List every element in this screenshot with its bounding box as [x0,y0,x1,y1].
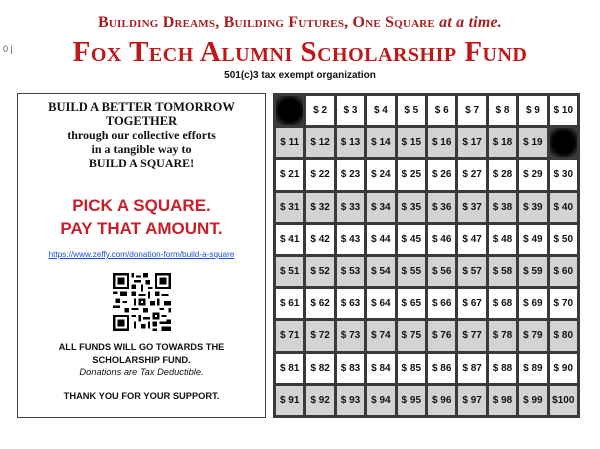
square-60[interactable]: $ 60 [550,257,577,286]
info-panel [17,93,266,418]
square-19[interactable]: $ 19 [519,128,546,157]
square-8[interactable]: $ 8 [489,96,516,125]
square-67[interactable]: $ 67 [458,289,485,318]
square-46[interactable]: $ 46 [428,225,455,254]
square-11[interactable]: $ 11 [276,128,303,157]
square-47[interactable]: $ 47 [458,225,485,254]
square-72[interactable]: $ 72 [306,321,333,350]
square-15[interactable]: $ 15 [398,128,425,157]
square-31[interactable]: $ 31 [276,193,303,222]
square-79[interactable]: $ 79 [519,321,546,350]
square-54[interactable]: $ 54 [367,257,394,286]
square-14[interactable]: $ 14 [367,128,394,157]
square-66[interactable]: $ 66 [428,289,455,318]
edge-mark: 0 | [3,44,13,54]
square-16[interactable]: $ 16 [428,128,455,157]
square-84[interactable]: $ 84 [367,354,394,383]
square-82[interactable]: $ 82 [306,354,333,383]
square-96[interactable]: $ 96 [428,386,455,415]
square-10[interactable]: $ 10 [550,96,577,125]
square-99[interactable]: $ 99 [519,386,546,415]
square-26[interactable]: $ 26 [428,160,455,189]
square-17[interactable]: $ 17 [458,128,485,157]
square-49[interactable]: $ 49 [519,225,546,254]
square-78[interactable]: $ 78 [489,321,516,350]
square-87[interactable]: $ 87 [458,354,485,383]
square-73[interactable]: $ 73 [337,321,364,350]
headline-2: TOGETHER [105,114,178,128]
square-65[interactable]: $ 65 [398,289,425,318]
square-56[interactable]: $ 56 [428,257,455,286]
donation-link[interactable]: https://www.zeffy.com/donation-form/build-a-square [48,250,235,259]
square-51[interactable]: $ 51 [276,257,303,286]
square-85[interactable]: $ 85 [398,354,425,383]
square-61[interactable]: $ 61 [276,289,303,318]
square-22[interactable]: $ 22 [306,160,333,189]
square-62[interactable]: $ 62 [306,289,333,318]
square-3[interactable]: $ 3 [337,96,364,125]
square-50[interactable]: $ 50 [550,225,577,254]
square-45[interactable]: $ 45 [398,225,425,254]
square-39[interactable]: $ 39 [519,193,546,222]
square-63[interactable]: $ 63 [337,289,364,318]
square-36[interactable]: $ 36 [428,193,455,222]
square-23[interactable]: $ 23 [337,160,364,189]
pick-square: PICK A SQUARE. [72,196,211,215]
square-32[interactable]: $ 32 [306,193,333,222]
square-92[interactable]: $ 92 [306,386,333,415]
pay-amount: PAY THAT AMOUNT. [60,219,223,238]
square-59[interactable]: $ 59 [519,257,546,286]
line-2: in a tangible way to [91,142,192,156]
square-81[interactable]: $ 81 [276,354,303,383]
headline-1: BUILD A BETTER TOMORROW [48,100,235,114]
square-80[interactable]: $ 80 [550,321,577,350]
line-3: BUILD A SQUARE! [88,156,195,170]
thank-you: THANK YOU FOR YOUR SUPPORT. [63,391,220,401]
square-98[interactable]: $ 98 [489,386,516,415]
square-9[interactable]: $ 9 [519,96,546,125]
square-69[interactable]: $ 69 [519,289,546,318]
square-89[interactable]: $ 89 [519,354,546,383]
square-4[interactable]: $ 4 [367,96,394,125]
square-90[interactable]: $ 90 [550,354,577,383]
square-20-taken[interactable] [550,128,577,157]
square-76[interactable]: $ 76 [428,321,455,350]
qr-code-icon[interactable] [113,273,171,331]
square-83[interactable]: $ 83 [337,354,364,383]
square-6[interactable]: $ 6 [428,96,455,125]
square-86[interactable]: $ 86 [428,354,455,383]
square-12[interactable]: $ 12 [306,128,333,157]
square-grid [273,93,580,418]
square-5[interactable]: $ 5 [398,96,425,125]
square-77[interactable]: $ 77 [458,321,485,350]
square-38[interactable]: $ 38 [489,193,516,222]
square-37[interactable]: $ 37 [458,193,485,222]
funds-line-1: ALL FUNDS WILL GO TOWARDS THE [58,342,225,352]
square-93[interactable]: $ 93 [337,386,364,415]
square-64[interactable]: $ 64 [367,289,394,318]
square-34[interactable]: $ 34 [367,193,394,222]
square-75[interactable]: $ 75 [398,321,425,350]
square-58[interactable]: $ 58 [489,257,516,286]
tagline-italic: at a time. [439,14,503,31]
square-24[interactable]: $ 24 [367,160,394,189]
square-57[interactable]: $ 57 [458,257,485,286]
page-title: Fox Tech Alumni Scholarship Fund [72,36,528,68]
square-41[interactable]: $ 41 [276,225,303,254]
square-21[interactable]: $ 21 [276,160,303,189]
square-74[interactable]: $ 74 [367,321,394,350]
line-1: through our collective efforts [67,128,216,142]
subtitle: 501(c)3 tax exempt organization [224,70,376,81]
square-29[interactable]: $ 29 [519,160,546,189]
square-1-taken[interactable] [276,96,303,125]
square-13[interactable]: $ 13 [337,128,364,157]
square-30[interactable]: $ 30 [550,160,577,189]
square-71[interactable]: $ 71 [276,321,303,350]
square-94[interactable]: $ 94 [367,386,394,415]
square-33[interactable]: $ 33 [337,193,364,222]
square-52[interactable]: $ 52 [306,257,333,286]
square-18[interactable]: $ 18 [489,128,516,157]
square-95[interactable]: $ 95 [398,386,425,415]
square-91[interactable]: $ 91 [276,386,303,415]
square-68[interactable]: $ 68 [489,289,516,318]
square-88[interactable]: $ 88 [489,354,516,383]
square-55[interactable]: $ 55 [398,257,425,286]
square-43[interactable]: $ 43 [337,225,364,254]
tagline [0,14,600,32]
square-35[interactable]: $ 35 [398,193,425,222]
square-100[interactable]: $100 [550,386,577,415]
tagline-text: Building Dreams, Building Futures, One Square [97,14,435,31]
square-44[interactable]: $ 44 [367,225,394,254]
tax-deductible-note: Donations are Tax Deductible. [79,367,204,377]
square-40[interactable]: $ 40 [550,193,577,222]
square-7[interactable]: $ 7 [458,96,485,125]
square-42[interactable]: $ 42 [306,225,333,254]
funds-line-2: SCHOLARSHIP FUND. [92,354,191,365]
square-97[interactable]: $ 97 [458,386,485,415]
square-2[interactable]: $ 2 [306,96,333,125]
square-28[interactable]: $ 28 [489,160,516,189]
square-25[interactable]: $ 25 [398,160,425,189]
square-70[interactable]: $ 70 [550,289,577,318]
square-48[interactable]: $ 48 [489,225,516,254]
square-27[interactable]: $ 27 [458,160,485,189]
square-53[interactable]: $ 53 [337,257,364,286]
